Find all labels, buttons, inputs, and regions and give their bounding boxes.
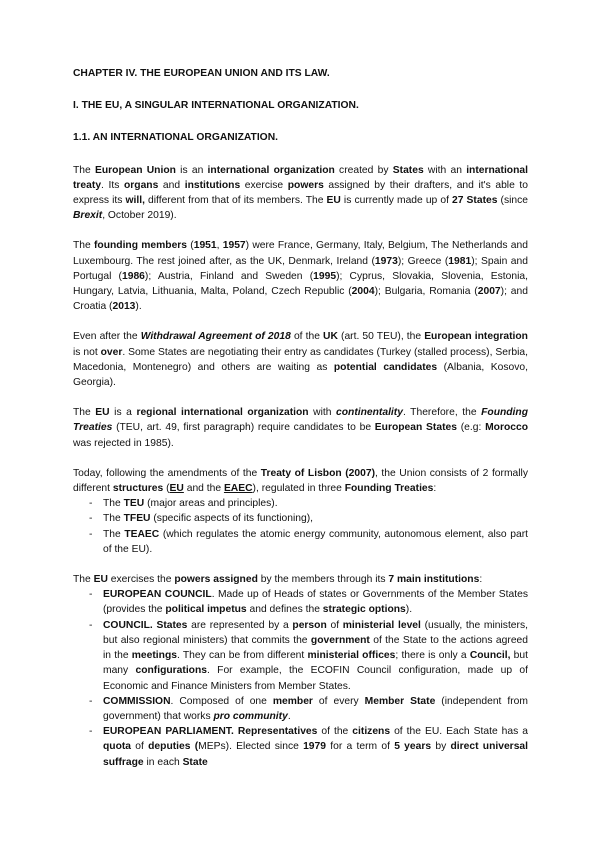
list-item: - COUNCIL. States are represented by a person of ministerial level (usually, the ministers, but also regional ministers) that commits the government of the State to the actions agreed in the meetings. They can be from different ministerial offices; there is only a Council, but many configurations. For example, the ECOFIN Council configuration, made up of Economic and Finance Ministers from Member States. xyxy=(73,618,528,694)
treaties-list xyxy=(73,496,528,557)
institutions-list xyxy=(73,587,528,769)
paragraph-definition: The European Union is an international organization created by States with an international treaty. Its organs and institutions exercise powers assigned by their drafters, and it's able to express its will, different from that of its members. The EU is currently made up of 27 States (since Brexit, October 2019). xyxy=(73,164,528,222)
list-item: - EUROPEAN PARLIAMENT. Representatives of the citizens of the EU. Each State has a quota of deputies (MEPs). Elected since 1979 for a term of 5 years by direct universal suffrage in each State xyxy=(73,724,528,770)
section-title: I. THE EU, A SINGULAR INTERNATIONAL ORGANIZATION. xyxy=(73,100,359,112)
paragraph-institutions: The EU exercises the powers assigned by the members through its 7 main institutions: xyxy=(73,574,483,586)
list-item: - The TFEU (specific aspects of its functioning), xyxy=(73,511,528,526)
document-page xyxy=(73,66,528,785)
paragraph-integration: Even after the Withdrawal Agreement of 2018 of the UK (art. 50 TEU), the European integration is not over. Some States are negotiating their entry as candidates (Turkey (stalled process), Serbia, Macedonia, Montenegro) and others are waiting as potential candidates (Albania, Kosovo, Georgia). xyxy=(73,331,528,389)
subsection-title: 1.1. AN INTERNATIONAL ORGANIZATION. xyxy=(73,132,278,144)
list-item: - The TEU (major areas and principles). xyxy=(73,496,528,511)
list-item: - EUROPEAN COUNCIL. Made up of Heads of states or Governments of the Member States (provides the political impetus and defines the strategic options). xyxy=(73,587,528,617)
paragraph-continentality: The EU is a regional international organization with continentality. Therefore, the Founding Treaties (TEU, art. 49, first paragraph) require candidates to be European States (e.g: Morocco was rejected in 1985). xyxy=(73,407,528,449)
paragraph-structures: Today, following the amendments of the Treaty of Lisbon (2007), the Union consists of 2 formally different structures (EU and the EAEC), regulated in three Founding Treaties: xyxy=(73,467,528,495)
list-item: - The TEAEC (which regulates the atomic energy community, autonomous element, also part of the EU). xyxy=(73,527,528,557)
chapter-title: CHAPTER IV. THE EUROPEAN UNION AND ITS LAW. xyxy=(73,68,330,79)
list-item: - COMMISSION. Composed of one member of every Member State (independent from government) that works pro community. xyxy=(73,694,528,724)
paragraph-members: The founding members (1951, 1957) were France, Germany, Italy, Belgium, The Netherlands and Luxembourg. The rest joined after, as the UK, Denmark, Ireland (1973); Greece (1981); Spain and Portugal (1986); Austria, Finland and Sweden (1995); Cyprus, Slovakia, Slovenia, Estonia, Hungary, Latvia, Lithuania, Malta, Poland, Czech Republic (2004); Bulgaria, Romania (2007); and Croatia (2013). xyxy=(73,240,528,313)
